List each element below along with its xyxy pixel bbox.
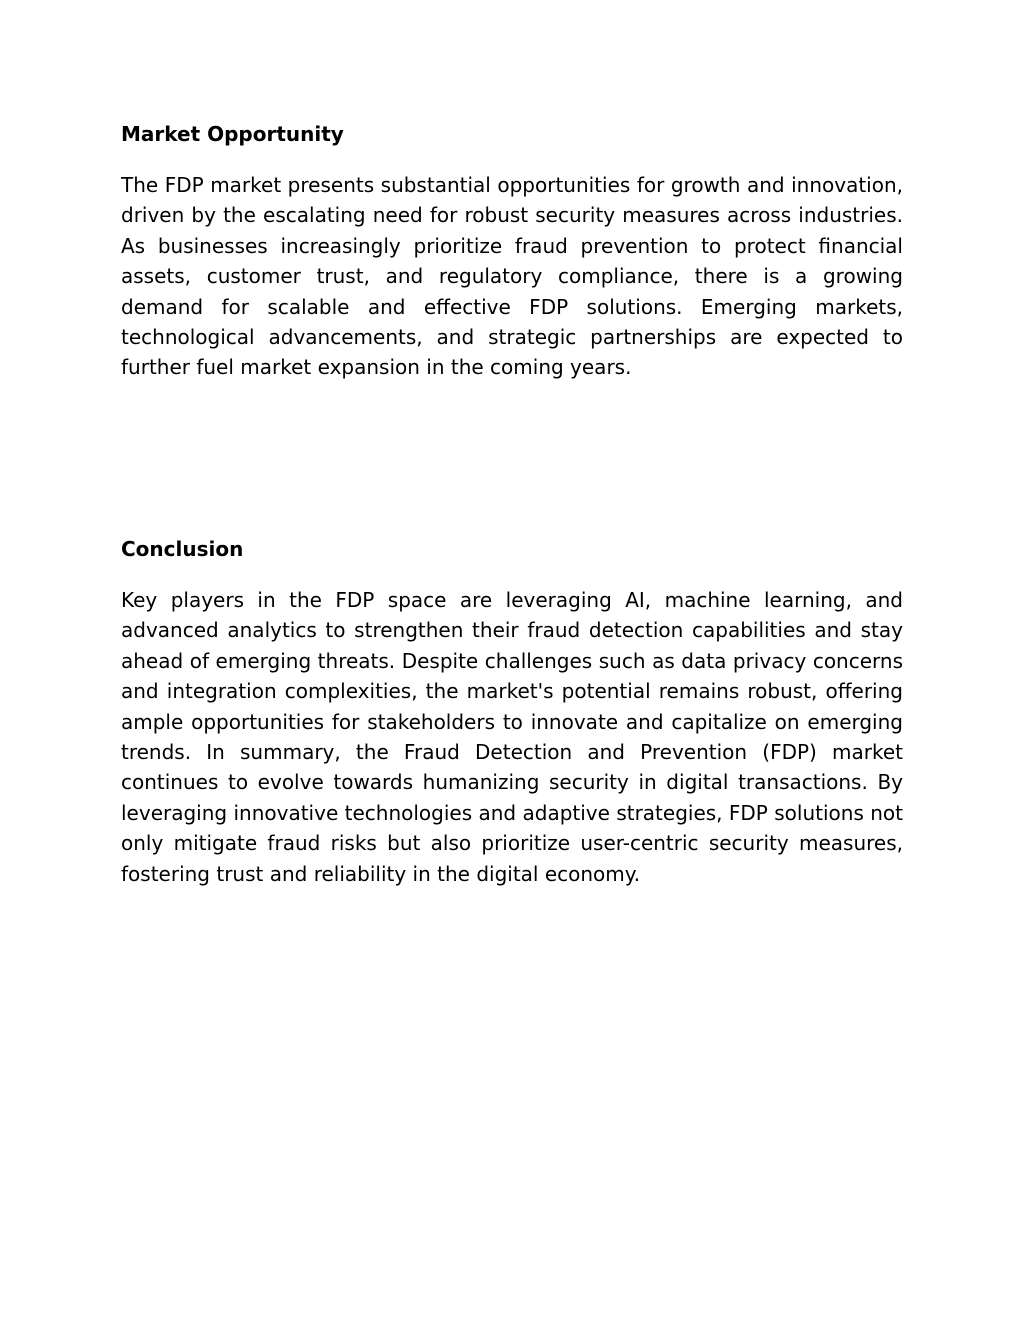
section-body-conclusion: Key players in the FDP space are leveraging AI, machine learning, and advanced analytics to strengthen their fraud detection capabilities and stay ahead of emerging threats. Despite challenges such as data privacy concerns and integration complexities, the market's potential remains robust, offering ample opportunities for stakeholders to innovate and capitalize on emerging trends. In summary, the Fraud Detection and Prevention (FDP) market continues to evolve towards humanizing security in digital transactions. By leveraging innovative technologies and adaptive strategies, FDP solutions not only mitigate fraud risks but also prioritize user-centric security measures, fostering trust and reliability in the digital economy. <box>121 588 903 886</box>
section-heading-conclusion: Conclusion <box>121 537 244 561</box>
section-body-market-opportunity: The FDP market presents substantial opportunities for growth and innovation, driven by the escalating need for robust security measures across industries. As businesses increasingly prioritize fraud prevention to protect financial assets, customer trust, and regulatory compliance, there is a growing demand for scalable and effective FDP solutions. Emerging markets, technological advancements, and strategic partnerships are expected to further fuel market expansion in the coming years. <box>121 173 903 380</box>
section-heading-market-opportunity: Market Opportunity <box>121 122 344 146</box>
